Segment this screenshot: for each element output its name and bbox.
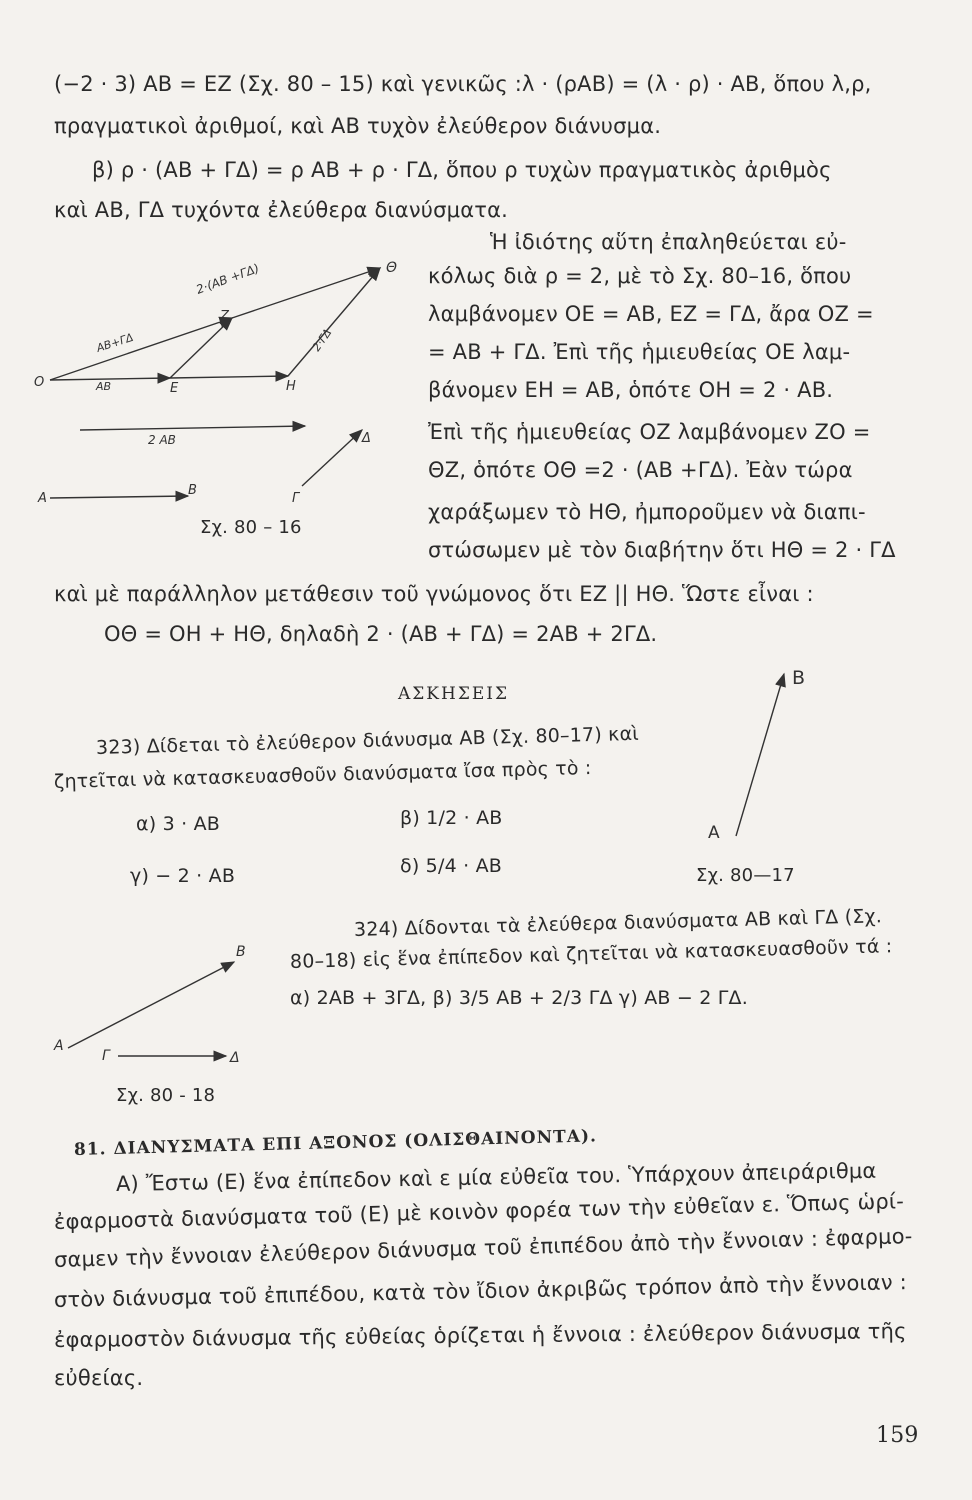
label-b: B bbox=[188, 483, 197, 498]
label-z: Z bbox=[220, 309, 229, 324]
vector-oz bbox=[50, 318, 232, 380]
vector-eh bbox=[170, 376, 288, 378]
label-h: H bbox=[286, 379, 296, 394]
caption-80-18: Σχ. 80 - 18 bbox=[116, 1085, 216, 1106]
label-e: E bbox=[170, 381, 179, 396]
caption-80-16: Σχ. 80 – 16 bbox=[200, 517, 302, 538]
label-g: Γ bbox=[292, 491, 300, 506]
text-line-2: πραγματικοὶ ἀριθμοί, καὶ AB τυχὸν ἐλεύθερον διάνυσμα. bbox=[54, 114, 662, 138]
label-ab-plus-gd: AB+ΓΔ bbox=[94, 330, 136, 355]
label-a-17: A bbox=[708, 823, 720, 843]
exercise-323-c: γ) − 2 · AB bbox=[130, 865, 236, 887]
section-81-line-3: σαμεν τὴν ἔννοιαν ἐλεύθερον διάνυσμα τοῦ ἐπιπέδου ἀπὸ τὴν ἔννοιαν : ἐφαρμο- bbox=[53, 1224, 913, 1272]
label-d-18: Δ bbox=[230, 1050, 240, 1066]
vector-ez bbox=[170, 318, 232, 378]
text-line-5: Ἡ ἰδιότης αὕτη ἐπαληθεύεται εὐ- bbox=[490, 230, 847, 254]
text-line-9: βάνομεν EH = AB, ὁπότε OH = 2 · AB. bbox=[428, 378, 834, 402]
section-81-line-5: ἐφαρμοστὸν διάνυσμα τῆς εὐθείας ὁρίζεται ἡ ἔννοια : ἐλεύθερον διάνυσμα τῆς bbox=[53, 1319, 907, 1352]
text-line-7: λαμβάνομεν OE = AB, EZ = ΓΔ, ἄρα OZ = bbox=[428, 302, 874, 326]
exercise-324-line-2: 80–18) εἰς ἕνα ἐπίπεδον καὶ ζητεῖται νὰ κατασκευασθοῦν τά : bbox=[289, 935, 893, 973]
section-81-line-6: εὐθείας. bbox=[54, 1366, 144, 1390]
exercise-323-d: δ) 5/4 · AB bbox=[400, 855, 503, 877]
exercises-heading: ΑΣΚΗΣΕΙΣ bbox=[398, 684, 509, 704]
text-line-12: χαράξωμεν τὸ HΘ, ἠμποροῦμεν νὰ διαπι- bbox=[428, 500, 866, 524]
section-81-heading: 81. ΔΙΑΝΥΣΜΑΤΑ ΕΠΙ ΑΞΟΝΟΣ (ΟΛΙΣΘΑΙΝΟΝΤΑ). bbox=[73, 1126, 598, 1160]
text-line-1: (−2 · 3) AB = EZ (Σχ. 80 – 15) καὶ γενικῶς :λ · (ρAB) = (λ · ρ) · AB, ὅπου λ,ρ, bbox=[54, 72, 872, 96]
label-d: Δ bbox=[362, 431, 371, 446]
exercise-323-line-2: ζητεῖται νὰ κατασκευασθοῦν διανύσματα ἴσα πρὸς τὸ : bbox=[53, 756, 592, 793]
label-2gd: 2·ΓΔ bbox=[309, 326, 335, 354]
text-line-4: καὶ AB, ΓΔ τυχόντα ἐλεύθερα διανύσματα. bbox=[54, 198, 509, 222]
text-line-8: = AB + ΓΔ. Ἐπὶ τῆς ἡμιευθείας OE λαμ- bbox=[428, 340, 851, 364]
figure-80-16 bbox=[20, 240, 420, 540]
exercise-324-line-1: 324) Δίδονται τὰ ἐλεύθερα διανύσματα AB καὶ ΓΔ (Σχ. bbox=[353, 905, 883, 941]
figure-80-17 bbox=[700, 660, 840, 850]
exercise-324-items: α) 2AB + 3ΓΔ, β) 3/5 AB + 2/3 ΓΔ γ) AB − 2 ΓΔ. bbox=[290, 987, 748, 1009]
figure-80-18 bbox=[50, 936, 270, 1066]
section-81-line-4: στὸν διάνυσμα τοῦ ἐπιπέδου, κατὰ τὸν ἴδιον ἀκριβῶς τρόπον ἀπὸ τὴν ἔννοιαν : bbox=[53, 1270, 908, 1312]
vector-2ab bbox=[80, 426, 305, 430]
section-81-line-1: Α) Ἔστω (E) ἕνα ἐπίπεδον καὶ ε μία εὐθεῖα του. Ὑπάρχουν ἀπειράριθμα bbox=[115, 1158, 877, 1196]
label-2-sum: 2·(AB +ΓΔ) bbox=[194, 261, 262, 297]
text-line-13: στώσωμεν μὲ τὸν διαβήτην ὅτι HΘ = 2 · ΓΔ bbox=[428, 538, 896, 562]
section-81-line-2: ἐφαρμοστὰ διανύσματα τοῦ (E) μὲ κοινὸν φορέα των τὴν εὐθεῖαν ε. Ὅπως ὡρί- bbox=[53, 1189, 905, 1234]
label-vec-ab: AB bbox=[96, 380, 112, 393]
label-theta: Θ bbox=[386, 260, 398, 276]
page-number: 159 bbox=[876, 1423, 919, 1448]
label-o: O bbox=[34, 375, 45, 390]
vector-ab-17 bbox=[736, 674, 784, 836]
label-g-18: Γ bbox=[102, 1048, 110, 1064]
label-b-17: B bbox=[792, 667, 806, 689]
text-line-10: Ἐπὶ τῆς ἡμιευθείας OZ λαμβάνομεν ZO = bbox=[428, 420, 871, 444]
vector-ab bbox=[50, 496, 188, 498]
vector-gd bbox=[302, 430, 362, 486]
label-a-18: A bbox=[54, 1038, 64, 1054]
exercise-323-b: β) 1/2 · AB bbox=[400, 807, 503, 829]
label-a: A bbox=[38, 491, 47, 506]
text-line-14: καὶ μὲ παράλληλον μετάθεσιν τοῦ γνώμονος ὅτι EZ || HΘ. Ὥστε εἶναι : bbox=[54, 582, 814, 606]
text-line-11: ΘZ, ὁπότε OΘ =2 · (AB +ΓΔ). Ἐὰν τώρα bbox=[428, 458, 853, 482]
caption-80-17: Σχ. 80—17 bbox=[696, 865, 795, 886]
label-b-18: B bbox=[236, 944, 246, 960]
text-line-3: β) ρ · (AB + ΓΔ) = ρ AB + ρ · ΓΔ, ὅπου ρ τυχὼν πραγματικὸς ἀριθμὸς bbox=[92, 158, 832, 182]
exercise-323-line-1: 323) Δίδεται τὸ ἐλεύθερον διάνυσμα AB (Σχ. 80–17) καὶ bbox=[95, 722, 640, 759]
text-line-15: OΘ = OH + HΘ, δηλαδὴ 2 · (AB + ΓΔ) = 2AB + 2ΓΔ. bbox=[104, 622, 658, 646]
text-line-6: κόλως διὰ ρ = 2, μὲ τὸ Σχ. 80–16, ὅπου bbox=[428, 264, 852, 288]
vector-ab-18 bbox=[68, 962, 234, 1048]
exercise-323-a: α) 3 · AB bbox=[136, 813, 221, 835]
label-2ab: 2 AB bbox=[148, 433, 176, 447]
